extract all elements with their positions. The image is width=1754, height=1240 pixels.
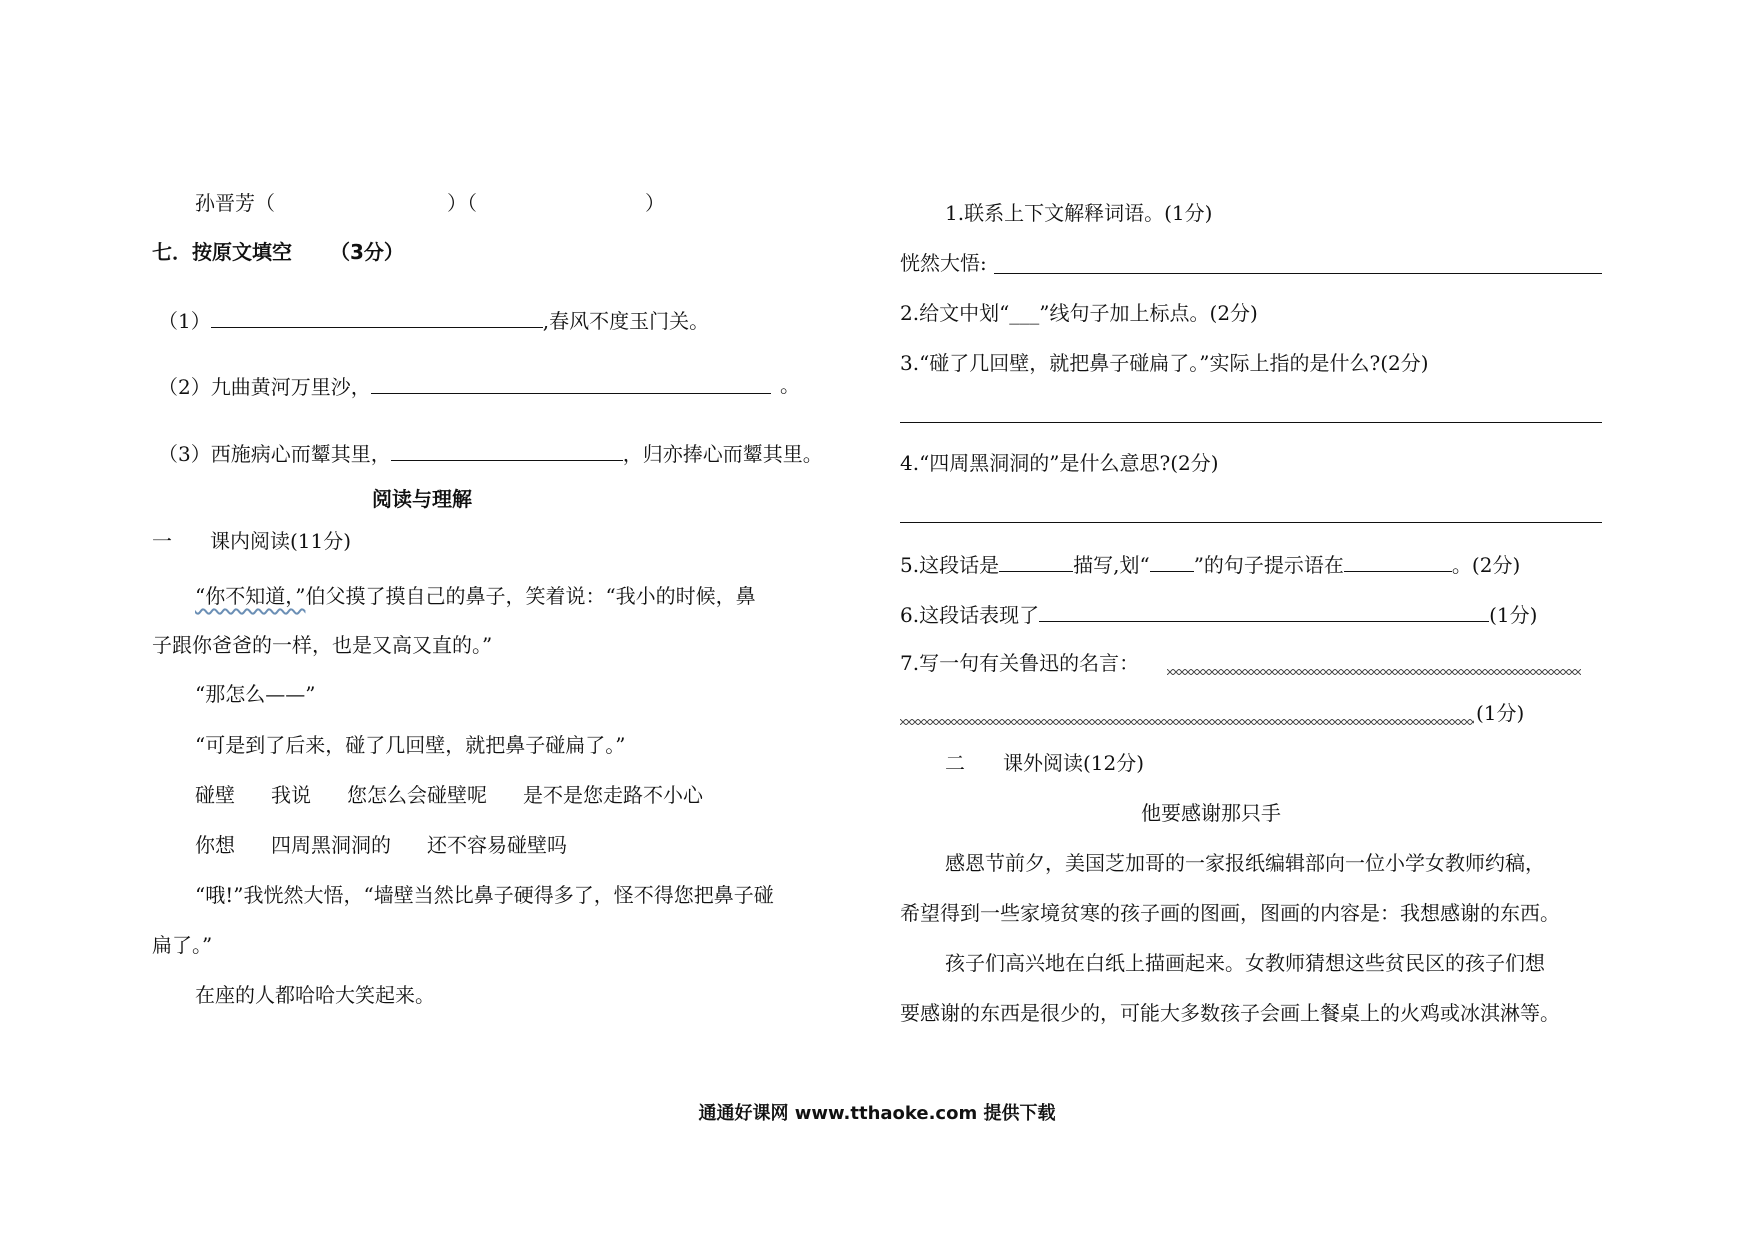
part-2-number: 二 bbox=[945, 751, 965, 775]
answer-blank-q5c[interactable] bbox=[1344, 549, 1452, 572]
answer-blank-q5a[interactable] bbox=[999, 549, 1073, 572]
part-1-heading bbox=[152, 527, 351, 555]
passage-paragraph-7: 在座的人都哈哈大笑起来。 bbox=[195, 983, 435, 1007]
passage-paragraph-6-cont: 扁了。” bbox=[152, 933, 213, 957]
part-2-label: 课外阅读(12分) bbox=[1003, 751, 1145, 775]
story-paragraph-2: 孩子们高兴地在白纸上描画起来。女教师猜想这些贫民区的孩子们想 bbox=[945, 951, 1545, 975]
question-3: 3.“碰了几回壁，就把鼻子碰扁了。”实际上指的是什么?(2分) bbox=[900, 351, 1429, 375]
answer-blank-1[interactable] bbox=[211, 305, 543, 328]
part-1-label: 课内阅读(11分) bbox=[210, 529, 352, 553]
story-paragraph-2-cont: 要感谢的东西是很少的，可能大多数孩子会画上餐桌上的火鸡或冰淇淋等。 bbox=[900, 1001, 1560, 1025]
fill-item-1: （1） ,春风不度玉门关。 bbox=[158, 305, 709, 335]
wavy-answer-line-q7a[interactable] bbox=[1167, 669, 1581, 675]
passage-paragraph-4: 碰壁 我说 您怎么会碰壁呢 是不是您走路不小心 bbox=[195, 783, 703, 807]
story-title: 他要感谢那只手 bbox=[1141, 801, 1281, 825]
fill-item-2: （2）九曲黄河万里沙， 。 bbox=[158, 373, 800, 399]
footer-download-note: 通通好课网 www.tthaoke.com 提供下载 bbox=[698, 1103, 1056, 1124]
passage-paragraph-6: “哦!”我恍然大悟，“墙壁当然比鼻子硬得多了，怪不得您把鼻子碰 bbox=[195, 883, 774, 907]
reading-section-title: 阅读与理解 bbox=[372, 487, 472, 511]
answer-line-q3[interactable] bbox=[900, 422, 1602, 423]
passage-paragraph-2: “那怎么——” bbox=[195, 682, 316, 706]
section-7-title: 七．按原文填空 bbox=[152, 240, 292, 264]
passage-paragraph-3: “可是到了后来，碰了几回壁，就把鼻子碰扁了。” bbox=[195, 733, 626, 757]
section-7-heading bbox=[152, 238, 404, 266]
question-2: 2.给文中划“___”线句子加上标点。(2分) bbox=[900, 301, 1258, 325]
question-7: 7.写一句有关鲁迅的名言： bbox=[900, 651, 1140, 675]
question-7-points: (1分) bbox=[1476, 701, 1525, 725]
wavy-answer-line-q7b[interactable] bbox=[900, 719, 1474, 725]
answer-blank-2[interactable] bbox=[371, 371, 771, 394]
question-1-word: 恍然大悟: bbox=[900, 251, 987, 275]
story-paragraph-1: 感恩节前夕，美国芝加哥的一家报纸编辑部向一位小学女教师约稿， bbox=[945, 851, 1545, 875]
part-1-number: 一 bbox=[152, 529, 172, 553]
question-1: 1.联系上下文解释词语。(1分) bbox=[945, 201, 1213, 225]
answer-blank-3[interactable] bbox=[391, 438, 623, 461]
answer-line-q4[interactable] bbox=[900, 522, 1602, 523]
wavy-underlined-quote: “你不知道，” bbox=[195, 584, 306, 608]
part-2-heading bbox=[945, 749, 1144, 777]
passage-paragraph-1-cont: 子跟你爸爸的一样，也是又高又直的。” bbox=[152, 633, 493, 657]
answer-blank-q5b[interactable] bbox=[1150, 549, 1194, 572]
passage-paragraph-1: “你不知道，”伯父摸了摸自己的鼻子，笑着说：“我小的时候，鼻 bbox=[195, 584, 756, 608]
section-7-points: （3分） bbox=[330, 240, 404, 264]
sun-jinfang-line: 孙晋芳（ ）（ ） bbox=[195, 191, 665, 215]
question-5: 5.这段话是 描写,划“ ”的句子提示语在 。(2分) bbox=[900, 549, 1520, 579]
fill-item-3: （3）西施病心而颦其里， ，归亦捧心而颦其里。 bbox=[158, 438, 823, 468]
passage-paragraph-5: 你想 四周黑洞洞的 还不容易碰壁吗 bbox=[195, 833, 567, 857]
answer-blank-q6[interactable] bbox=[1039, 599, 1489, 622]
story-paragraph-1-cont: 希望得到一些家境贫寒的孩子画的图画，图画的内容是：我想感谢的东西。 bbox=[900, 901, 1560, 925]
answer-line-q1[interactable] bbox=[994, 273, 1602, 274]
question-6: 6.这段话表现了 (1分) bbox=[900, 599, 1537, 629]
question-4: 4.“四周黑洞洞的”是什么意思?(2分) bbox=[900, 451, 1219, 475]
